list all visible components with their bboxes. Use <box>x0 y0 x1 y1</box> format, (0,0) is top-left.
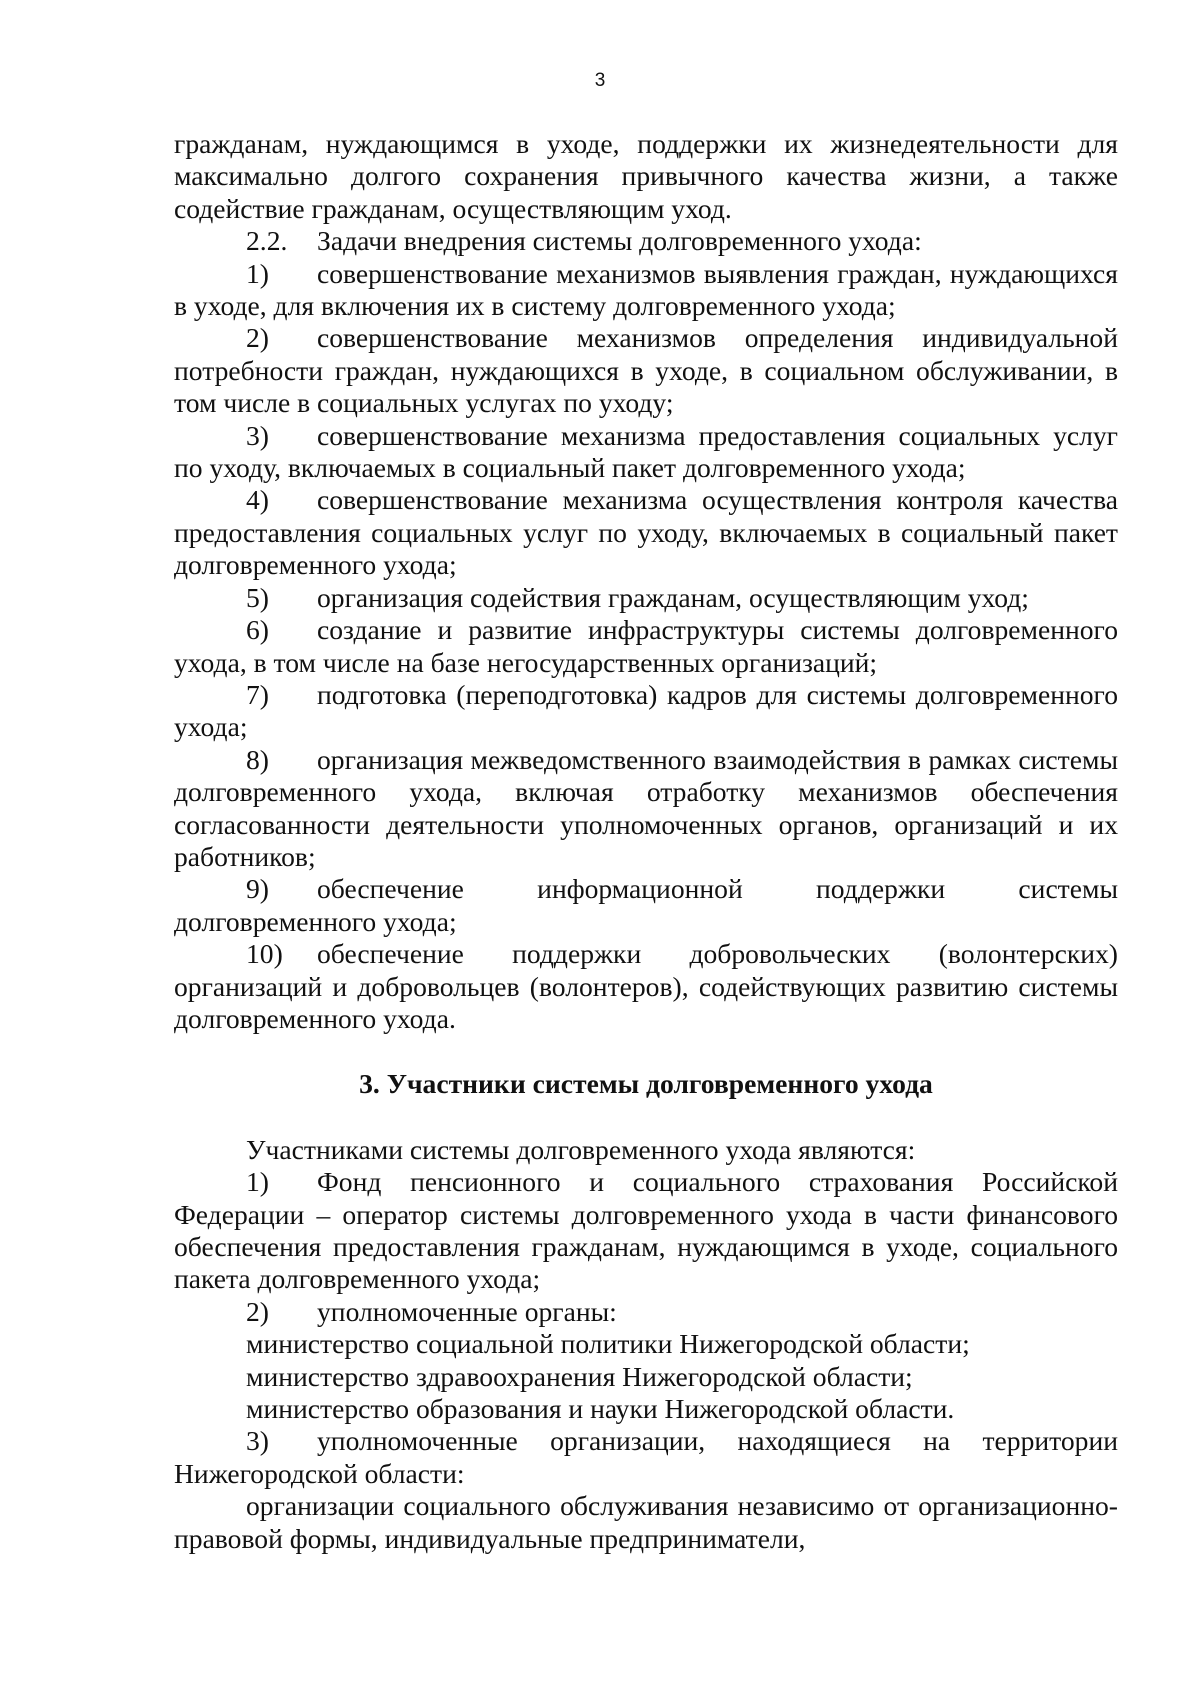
item-number: 10) <box>246 938 283 970</box>
paragraph-text: Задачи внедрения системы долговременного ухода: <box>317 225 922 257</box>
paragraph-text: министерство здравоохранения Нижегородской области; <box>246 1360 913 1392</box>
authority-line <box>174 1393 1118 1425</box>
paragraph-text: организация межведомственного взаимодействия в рамках системы долговременного ухода, включая отработку механизмов обеспечения согласованности деятельности уполномоченных органов, организаций и их работников; <box>174 743 1118 872</box>
paragraph-text: создание и развитие инфраструктуры системы долговременного ухода, в том числе на базе негосударственных организаций; <box>174 614 1118 678</box>
paragraph-text: Участниками системы долговременного ухода являются: <box>246 1133 916 1165</box>
item-number: 2) <box>246 1295 269 1327</box>
item-number: 3) <box>246 419 269 451</box>
list-item-6 <box>174 614 1118 679</box>
section-heading: 3. Участники системы долговременного ухода <box>359 1068 933 1100</box>
list-item-8 <box>174 744 1118 874</box>
paragraph-continuation <box>174 128 1118 225</box>
item-number: 8) <box>246 743 269 775</box>
participant-item-3 <box>174 1425 1118 1490</box>
paragraph-2-2 <box>174 225 1118 257</box>
paragraph-text: совершенствование механизмов выявления граждан, нуждающихся в уходе, для включения их в систему долговременного ухода; <box>174 257 1118 322</box>
paragraph-text: обеспечение информационной поддержки системы долговременного ухода; <box>174 873 1118 937</box>
document-body <box>174 128 1118 1555</box>
item-number: 6) <box>246 614 269 646</box>
item-number: 1) <box>246 257 269 289</box>
authority-line <box>174 1328 1118 1360</box>
list-item-1 <box>174 258 1118 323</box>
list-item-4 <box>174 484 1118 581</box>
list-item-2 <box>174 322 1118 419</box>
authority-line <box>174 1361 1118 1393</box>
item-number: 9) <box>246 873 269 905</box>
organizations-line <box>174 1490 1118 1555</box>
list-item-3 <box>174 420 1118 485</box>
paragraph-text: совершенствование механизма предоставления социальных услуг по уходу, включаемых в социальный пакет долговременного ухода; <box>174 419 1118 484</box>
item-number: 5) <box>246 581 269 613</box>
list-item-9 <box>174 873 1118 938</box>
item-number: 2) <box>246 322 269 354</box>
item-number: 1) <box>246 1166 269 1198</box>
paragraph-text: организации социального обслуживания независимо от организационно-правовой формы, индивидуальные предприниматели, <box>174 1490 1118 1554</box>
list-item-5 <box>174 582 1118 614</box>
paragraph-text: организация содействия гражданам, осуществляющим уход; <box>317 581 1029 613</box>
paragraph-text: гражданам, нуждающимся в уходе, поддержки их жизнедеятельности для максимально долгого сохранения привычного качества жизни, а также содействие гражданам, осуществляющим уход. <box>174 128 1118 224</box>
page-number: 3 <box>594 70 606 91</box>
paragraph-text: подготовка (переподготовка) кадров для системы долговременного ухода; <box>174 678 1118 743</box>
paragraph-text: Фонд пенсионного и социального страхования Российской Федерации – оператор системы долговременного ухода в части финансового обеспечения предоставления гражданам, нуждающимся в уходе, социального пакета долговременного ухода; <box>174 1166 1118 1295</box>
item-number: 3) <box>246 1425 269 1457</box>
paragraph-text: совершенствование механизма осуществления контроля качества предоставления социальных услуг по уходу, включаемых в социальный пакет долговременного ухода; <box>174 484 1118 581</box>
paragraph-text: министерство образования и науки Нижегородской области. <box>246 1393 955 1425</box>
participant-item-2 <box>174 1296 1118 1328</box>
paragraph-text: уполномоченные организации, находящиеся на территории Нижегородской области: <box>174 1425 1118 1489</box>
item-number: 4) <box>246 484 269 516</box>
list-item-7 <box>174 679 1118 744</box>
paragraph-text: уполномоченные органы: <box>317 1295 617 1327</box>
paragraph-text: обеспечение поддержки добровольческих (волонтерских) организаций и добровольцев (волонтеров), содействующих развитию системы долговременного ухода. <box>174 938 1118 1034</box>
list-item-10 <box>174 938 1118 1035</box>
item-number: 7) <box>246 678 269 710</box>
participants-intro <box>174 1134 1118 1166</box>
paragraph-text: министерство социальной политики Нижегородской области; <box>246 1328 970 1360</box>
participant-item-1 <box>174 1166 1118 1296</box>
item-number: 2.2. <box>246 225 288 257</box>
paragraph-text: совершенствование механизмов определения индивидуальной потребности граждан, нуждающихся в уходе, в социальном обслуживании, в том числе в социальных услугах по уходу; <box>174 322 1118 419</box>
